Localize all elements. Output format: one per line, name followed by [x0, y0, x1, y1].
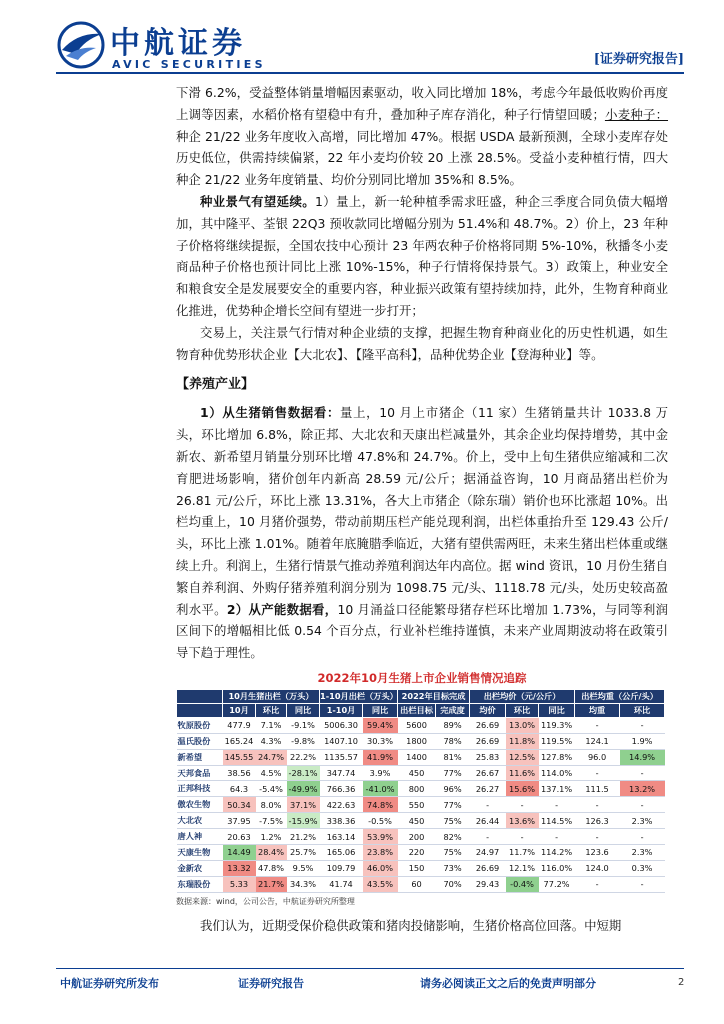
table-cell: 53.9% — [363, 829, 398, 845]
table-cell: -49.9% — [287, 781, 320, 797]
table-cell: 28.4% — [256, 845, 287, 861]
table-company-cell: 唐人神 — [177, 829, 223, 845]
wheat-seed-label: 小麦种子： — [604, 106, 669, 122]
table-cell: 116.0% — [539, 860, 575, 876]
table-company-cell: 正邦科技 — [177, 781, 223, 797]
table-cell: - — [575, 797, 620, 813]
table-cell: 347.74 — [320, 765, 363, 781]
table-cell: -28.1% — [287, 765, 320, 781]
table-cell: 13.0% — [506, 717, 539, 733]
table-cell: 9.5% — [287, 860, 320, 876]
table-cell: 37.1% — [287, 797, 320, 813]
table-cell: -9.1% — [287, 717, 320, 733]
paragraph-lead: 2）从产能数据看， — [226, 601, 338, 617]
table-cell: 23.8% — [363, 845, 398, 861]
table-cell: 550 — [398, 797, 436, 813]
table-row — [177, 813, 665, 829]
table-cell: 81% — [436, 749, 470, 765]
table-cell: 2.3% — [620, 813, 665, 829]
table-cell: 11.8% — [506, 733, 539, 749]
table-header-cell — [177, 703, 223, 717]
hog-sales-table — [176, 689, 665, 893]
table-cell: 74.8% — [363, 797, 398, 813]
table-company-cell: 牧原股份 — [177, 717, 223, 733]
page-number: 2 — [678, 977, 685, 988]
table-row — [177, 749, 665, 765]
table-cell: 59.4% — [363, 717, 398, 733]
table-cell: - — [575, 876, 620, 892]
table-cell: 4.3% — [256, 733, 287, 749]
table-body — [177, 717, 665, 892]
table-cell: 5006.30 — [320, 717, 363, 733]
table-cell: 127.8% — [539, 749, 575, 765]
table-cell: -5.4% — [256, 781, 287, 797]
table-cell: 25.83 — [470, 749, 506, 765]
table-cell: 75% — [436, 845, 470, 861]
table-row — [177, 845, 665, 861]
table-cell: 14.49 — [223, 845, 256, 861]
table-cell: 1800 — [398, 733, 436, 749]
table-header-cell: 环比 — [620, 703, 665, 717]
table-cell: 12.1% — [506, 860, 539, 876]
table-cell: 165.24 — [223, 733, 256, 749]
table-cell: 24.97 — [470, 845, 506, 861]
table-cell: 13.6% — [506, 813, 539, 829]
table-cell: 3.9% — [363, 765, 398, 781]
table-cell: - — [470, 829, 506, 845]
table-cell: 114.0% — [539, 765, 575, 781]
table-cell: 150 — [398, 860, 436, 876]
brand-name-cn: 中航证券 — [110, 26, 246, 61]
table-cell: 0.3% — [620, 860, 665, 876]
table-cell: 25.7% — [287, 845, 320, 861]
table-cell: 64.3 — [223, 781, 256, 797]
table-cell: 477.9 — [223, 717, 256, 733]
table-cell: 43.5% — [363, 876, 398, 892]
table-cell: 4.5% — [256, 765, 287, 781]
paragraph-seed-outlook — [176, 191, 668, 322]
table-cell: - — [506, 829, 539, 845]
table-cell: 200 — [398, 829, 436, 845]
table-cell: -9.8% — [287, 733, 320, 749]
table-cell: 163.14 — [320, 829, 363, 845]
table-cell: 20.63 — [223, 829, 256, 845]
avic-logo-icon — [56, 20, 106, 70]
table-cell: 41.9% — [363, 749, 398, 765]
paragraph-lead: 1）从生猪销售数据看： — [200, 405, 341, 421]
table-cell: 338.36 — [320, 813, 363, 829]
table-cell: 38.56 — [223, 765, 256, 781]
paragraph-lead: 种业景气有望延续。 — [200, 193, 316, 209]
table-cell: 22.2% — [287, 749, 320, 765]
table-company-cell: 东瑞股份 — [177, 876, 223, 892]
table-cell: -0.4% — [506, 876, 539, 892]
table-cell: 1135.57 — [320, 749, 363, 765]
footer-report-type: 证券研究报告 — [238, 977, 304, 990]
table-cell: 126.3 — [575, 813, 620, 829]
paragraph-text: 1）量上，新一轮种植季需求旺盛，种企三季度合同负债大幅增加，其中隆平、荃银 22Q3 预收款同比增幅分别为 51.4%和 48.7%。2）价上，23 年种子价格将继续提振，全国农技中心预计 23 年两农种子价格将同期 5%-10%，秋播冬小麦商品种子价格也预计同比上涨 10%-15%，种子行情将保持景气。3）政策上，种业安全和粮食安全是发展要安全的重要内容，种业振兴政策有望持续加持，此外，生物育种商业化推进，优势种企增长空间有望进一步打开； — [176, 193, 668, 318]
table-company-cell: 温氏股份 — [177, 733, 223, 749]
table-cell: 34.3% — [287, 876, 320, 892]
table-cell: 12.5% — [506, 749, 539, 765]
table-cell: 96% — [436, 781, 470, 797]
table-row — [177, 765, 665, 781]
table-cell: - — [575, 829, 620, 845]
table-cell: 1407.10 — [320, 733, 363, 749]
table-cell: 77% — [436, 797, 470, 813]
paragraph-conclusion: 我们认为，近期受保价稳供政策和猪肉投储影响，生猪价格高位回落。中短期 — [200, 917, 622, 933]
table-cell: 2.3% — [620, 845, 665, 861]
brand-name-en: AVIC SECURITIES — [112, 58, 266, 71]
table-cell: 21.7% — [256, 876, 287, 892]
table-cell: - — [539, 797, 575, 813]
table-cell: 450 — [398, 765, 436, 781]
table-row — [177, 876, 665, 892]
table-company-cell: 新希望 — [177, 749, 223, 765]
table-cell: - — [575, 717, 620, 733]
paragraph-text: 10 月涌益口径能繁母猪存栏环比增加 1.73%，与同等利润区间下的增幅相比低 0.54 个百分点，行业补栏维持谨慎，未来产业周期波动将在政策引导下趋于理性。 — [176, 601, 669, 661]
table-header-cell: 出栏目标 — [398, 703, 436, 717]
table-cell: 5.33 — [223, 876, 256, 892]
table-source-note: 数据来源：wind，公司公告，中航证券研究所整理 — [176, 896, 355, 906]
footer-publisher: 中航证券研究所发布 — [60, 977, 159, 990]
table-cell: 21.2% — [287, 829, 320, 845]
table-cell: 29.43 — [470, 876, 506, 892]
table-cell: -0.5% — [363, 813, 398, 829]
table-cell: - — [470, 797, 506, 813]
table-cell: 15.6% — [506, 781, 539, 797]
table-cell: - — [620, 876, 665, 892]
table-cell: -41.0% — [363, 781, 398, 797]
table-cell: 800 — [398, 781, 436, 797]
table-cell: 11.6% — [506, 765, 539, 781]
table-header-cell: 同比 — [363, 703, 398, 717]
table-row — [177, 781, 665, 797]
table-cell: 26.69 — [470, 860, 506, 876]
table-cell: 75% — [436, 813, 470, 829]
table-header-cell: 1-10月 — [320, 703, 363, 717]
table-cell: 109.79 — [320, 860, 363, 876]
table-cell: 124.0 — [575, 860, 620, 876]
footer-disclaimer: 请务必阅读正文之后的免责声明部分 — [420, 977, 596, 990]
table-header-cell: 10月 — [223, 703, 256, 717]
table-cell: 47.8% — [256, 860, 287, 876]
table-cell: 111.5 — [575, 781, 620, 797]
table-cell: 26.27 — [470, 781, 506, 797]
table-cell: 70% — [436, 876, 470, 892]
paragraph-text: 种企 21/22 业务年度收入高增，同比增加 47%。根据 USDA 最新预测，全球小麦库存处历史低位，供需持续偏紧，22 年小麦均价较 20 上涨 28.5%。受益小麦种植行情，四大种企 21/22 业务年度销量、均价分别同比增加 35%和 8.5%。 — [176, 128, 668, 188]
table-header-cell: 完成度 — [436, 703, 470, 717]
table-company-cell: 天邦食品 — [177, 765, 223, 781]
table-cell: 13.32 — [223, 860, 256, 876]
table-cell: 422.63 — [320, 797, 363, 813]
table-cell: 220 — [398, 845, 436, 861]
table-header-cell: 均价 — [470, 703, 506, 717]
table-row — [177, 829, 665, 845]
table-cell: 26.69 — [470, 717, 506, 733]
table-header-cell: 均重 — [575, 703, 620, 717]
table-cell: 114.5% — [539, 813, 575, 829]
table-header-cell: 2022年目标完成 — [398, 689, 470, 703]
table-cell: 24.7% — [256, 749, 287, 765]
table-cell: 26.44 — [470, 813, 506, 829]
table-cell: 5600 — [398, 717, 436, 733]
table-cell: 114.2% — [539, 845, 575, 861]
table-cell: 119.5% — [539, 733, 575, 749]
table-cell: - — [620, 717, 665, 733]
section-heading-breeding: 【养殖产业】 — [176, 377, 255, 393]
table-header-cell: 环比 — [506, 703, 539, 717]
table-company-cell: 傲农生物 — [177, 797, 223, 813]
table-cell: -7.5% — [256, 813, 287, 829]
table-cell: 13.2% — [620, 781, 665, 797]
table-group-header-row — [177, 689, 665, 703]
table-row — [177, 797, 665, 813]
table-cell: 1.2% — [256, 829, 287, 845]
table-cell: 1.9% — [620, 733, 665, 749]
table-cell: 89% — [436, 717, 470, 733]
table-cell: 73% — [436, 860, 470, 876]
table-header-cell: 同比 — [539, 703, 575, 717]
table-cell: 82% — [436, 829, 470, 845]
table-company-cell: 天康生物 — [177, 845, 223, 861]
table-header-cell: 出栏均价（元/公斤） — [470, 689, 575, 703]
table-cell: -15.9% — [287, 813, 320, 829]
footer-divider — [56, 968, 684, 969]
table-cell: 77% — [436, 765, 470, 781]
table-cell: 1400 — [398, 749, 436, 765]
table-row — [177, 860, 665, 876]
table-cell: - — [620, 765, 665, 781]
paragraph-hog-sales — [176, 402, 668, 664]
table-cell: 78% — [436, 733, 470, 749]
report-type-label: [证券研究报告] — [593, 52, 684, 67]
main-content — [176, 82, 668, 937]
table-cell: 30.3% — [363, 733, 398, 749]
table-cell: 8.0% — [256, 797, 287, 813]
table-cell: 77.2% — [539, 876, 575, 892]
table-cell: - — [539, 829, 575, 845]
table-cell: 96.0 — [575, 749, 620, 765]
table-cell: 37.95 — [223, 813, 256, 829]
table-cell: - — [620, 797, 665, 813]
table-cell: 26.69 — [470, 733, 506, 749]
table-header-cell: 出栏均重（公斤/头） — [575, 689, 665, 703]
table-cell: 50.34 — [223, 797, 256, 813]
table-header-cell: 1-10月出栏（万头） — [320, 689, 398, 703]
table-cell: 124.1 — [575, 733, 620, 749]
table-company-cell: 金新农 — [177, 860, 223, 876]
table-cell: 26.67 — [470, 765, 506, 781]
table-cell: - — [506, 797, 539, 813]
paragraph-rice-wheat — [176, 82, 668, 191]
paragraph-text: 量上，10 月上市猪企（11 家）生猪销量共计 1033.8 万头，环比增加 6.8%，除正邦、大北农和天康出栏减量外，其余企业均保持增势，其中金新农、新希望月销量分别环比增 47.8%和 24.7%。价上，受中上旬生猪供应缩减和二次育肥进场影响，猪价创年内新高 28.59 元/公斤；据涌益咨询，10 月商品猪出栏价为 26.81 元/公斤，环比上涨 13.31%，各大上市猪企（除东瑞）销价也环比涨超 10%。出栏均重上，10 月猪价强势，带动前期压栏产能兑现利润，出栏体重抬升至 129.43 公斤/头，环比上涨 1.01%。随着年底腌腊季临近，大猪有望供需两旺，未来生猪出栏体重或继续上升。利润上，生猪行情景气推动养殖利润达年内高位。据 wind 资讯，10 月份生猪自繁自养利润、外购仔猪养殖利润分别为 1098.75 元/头、1118.78 元/头，处历史较高盈利水平。 — [176, 405, 668, 617]
table-cell: - — [575, 765, 620, 781]
table-cell: 41.74 — [320, 876, 363, 892]
table-row — [177, 717, 665, 733]
table-cell: 123.6 — [575, 845, 620, 861]
table-cell: 7.1% — [256, 717, 287, 733]
table-header-cell: 环比 — [256, 703, 287, 717]
table-header-cell: 同比 — [287, 703, 320, 717]
table-cell: 165.06 — [320, 845, 363, 861]
table-row — [177, 733, 665, 749]
table-cell: 766.36 — [320, 781, 363, 797]
table-cell: 145.55 — [223, 749, 256, 765]
table-cell: 60 — [398, 876, 436, 892]
table-cell: 14.9% — [620, 749, 665, 765]
paragraph-text: 下滑 6.2%，受益整体销量增幅因素驱动，收入同比增加 18%，考虑今年最低收购价再度上调等因素，水稻价格有望稳中有升，叠加种子库存消化，种子行情望回暖； — [176, 85, 668, 122]
header-divider — [56, 72, 684, 74]
page-header — [0, 0, 724, 92]
table-header-cell: 10月生猪出栏（万头） — [223, 689, 320, 703]
table-header-cell — [177, 689, 223, 703]
table-cell: 11.7% — [506, 845, 539, 861]
table-company-cell: 大北农 — [177, 813, 223, 829]
table-sub-header-row — [177, 703, 665, 717]
table-cell: - — [620, 829, 665, 845]
table-cell: 119.3% — [539, 717, 575, 733]
table-cell: 450 — [398, 813, 436, 829]
paragraph-trading: 交易上，关注景气行情对种企业绩的支撑，把握生物育种商业化的历史性机遇，如生物育种优势形状企业【大北农】、【隆平高科】，品种优势企业【登海种业】等。 — [176, 324, 668, 362]
table-cell: 46.0% — [363, 860, 398, 876]
table-title: 2022年10月生猪上市企业销售情况追踪 — [317, 670, 527, 685]
table-cell: 137.1% — [539, 781, 575, 797]
